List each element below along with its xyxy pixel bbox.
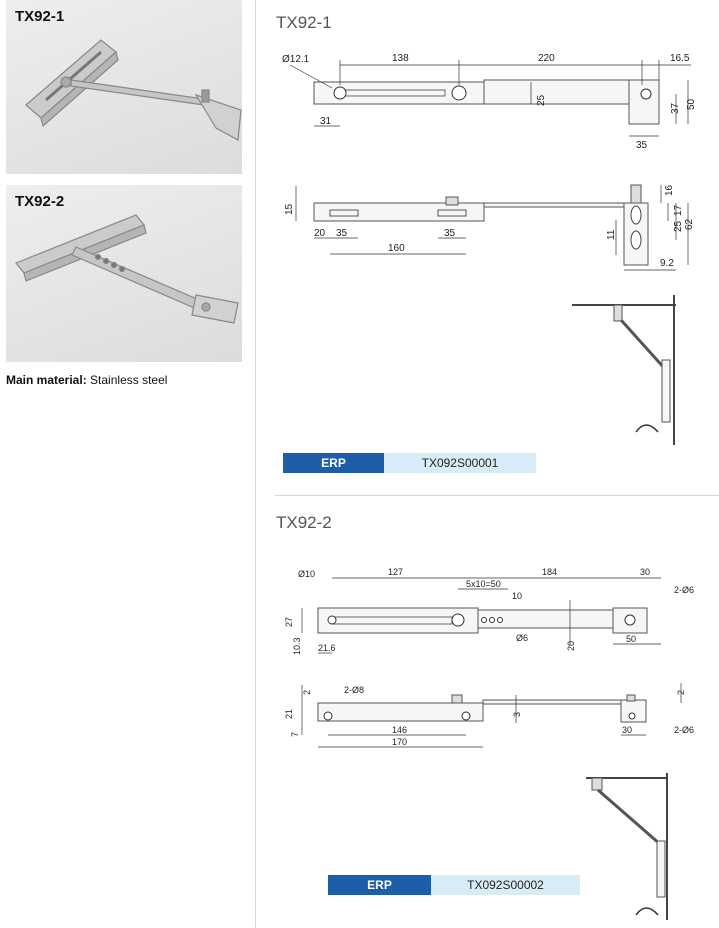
dim-21-6: 21.6 (318, 643, 336, 653)
erp-code-tx92-2[interactable]: TX092S00002 (431, 875, 580, 895)
bracket-photo-illustration (6, 185, 242, 362)
dim-138: 138 (392, 53, 409, 64)
dim-2: 2 (302, 689, 312, 695)
installed-view (572, 295, 676, 445)
dim-62: 62 (684, 218, 695, 230)
dim-160: 160 (388, 243, 405, 254)
dim-31: 31 (320, 116, 332, 127)
section-title-tx92-2: TX92-2 (276, 513, 332, 532)
dim-11: 11 (606, 229, 617, 240)
dim-2-hole-6-side: 2-Ø6 (674, 725, 695, 735)
dim-17: 17 (673, 204, 684, 216)
dim-3: 3 (512, 711, 522, 717)
dim-35-left: 35 (336, 228, 348, 239)
dim-9-2: 9.2 (660, 258, 674, 269)
top-view (284, 567, 694, 655)
section-divider (275, 495, 719, 496)
side-view (284, 683, 694, 747)
dim-30-side: 30 (622, 725, 633, 735)
column-divider (255, 0, 256, 928)
side-view (284, 184, 695, 270)
dim-21: 21 (284, 708, 294, 719)
dim-hole-10: Ø10 (298, 569, 316, 579)
dim-25-side: 25 (673, 220, 684, 232)
dim-35-right: 35 (444, 228, 456, 239)
dim-146: 146 (392, 725, 408, 735)
dim-10-3: 10.3 (292, 637, 302, 655)
dim-2-hole-6: 2-Ø6 (674, 585, 695, 595)
dim-5x10-50: 5x10=50 (466, 579, 501, 589)
dim-hole-diameter: Ø12.1 (282, 54, 310, 65)
section-title-tx92-1: TX92-1 (276, 13, 332, 32)
technical-drawing-tx92-1 (276, 40, 716, 480)
dim-127: 127 (388, 567, 404, 577)
photo-title: TX92-1 (15, 8, 65, 25)
material-value: Stainless steel (90, 373, 168, 387)
dim-2-hole-8: 2-Ø8 (344, 685, 365, 695)
material-label: Main material: (6, 373, 87, 387)
dim-7: 7 (290, 731, 300, 737)
dim-15: 15 (284, 203, 295, 215)
dim-25: 25 (536, 94, 547, 106)
dim-2-right: 2 (676, 689, 686, 695)
technical-drawing-tx92-2 (276, 545, 716, 925)
dim-50: 50 (686, 98, 697, 110)
dim-35: 35 (636, 140, 648, 151)
product-photo-tx92-2 (6, 185, 242, 362)
erp-label-tx92-1: ERP (283, 453, 384, 473)
main-material (6, 373, 167, 387)
dim-37: 37 (670, 102, 681, 114)
dim-16-5: 16.5 (670, 53, 690, 64)
dim-16: 16 (664, 184, 675, 196)
dim-20: 20 (314, 228, 326, 239)
dim-27: 27 (284, 616, 294, 627)
top-view (282, 53, 697, 151)
bracket-photo-illustration (6, 0, 242, 174)
dim-220: 220 (538, 53, 555, 64)
dim-170: 170 (392, 737, 408, 747)
erp-label-tx92-2: ERP (328, 875, 431, 895)
product-photo-tx92-1 (6, 0, 242, 174)
dim-50: 50 (626, 634, 637, 644)
photo-title: TX92-2 (15, 193, 65, 210)
dim-hole-6: Ø6 (516, 633, 529, 643)
dim-30: 30 (640, 567, 651, 577)
erp-code-tx92-1[interactable]: TX092S00001 (384, 453, 536, 473)
dim-184: 184 (542, 567, 558, 577)
installed-view (586, 773, 668, 920)
dim-20: 20 (566, 640, 576, 651)
dim-10: 10 (512, 591, 523, 601)
